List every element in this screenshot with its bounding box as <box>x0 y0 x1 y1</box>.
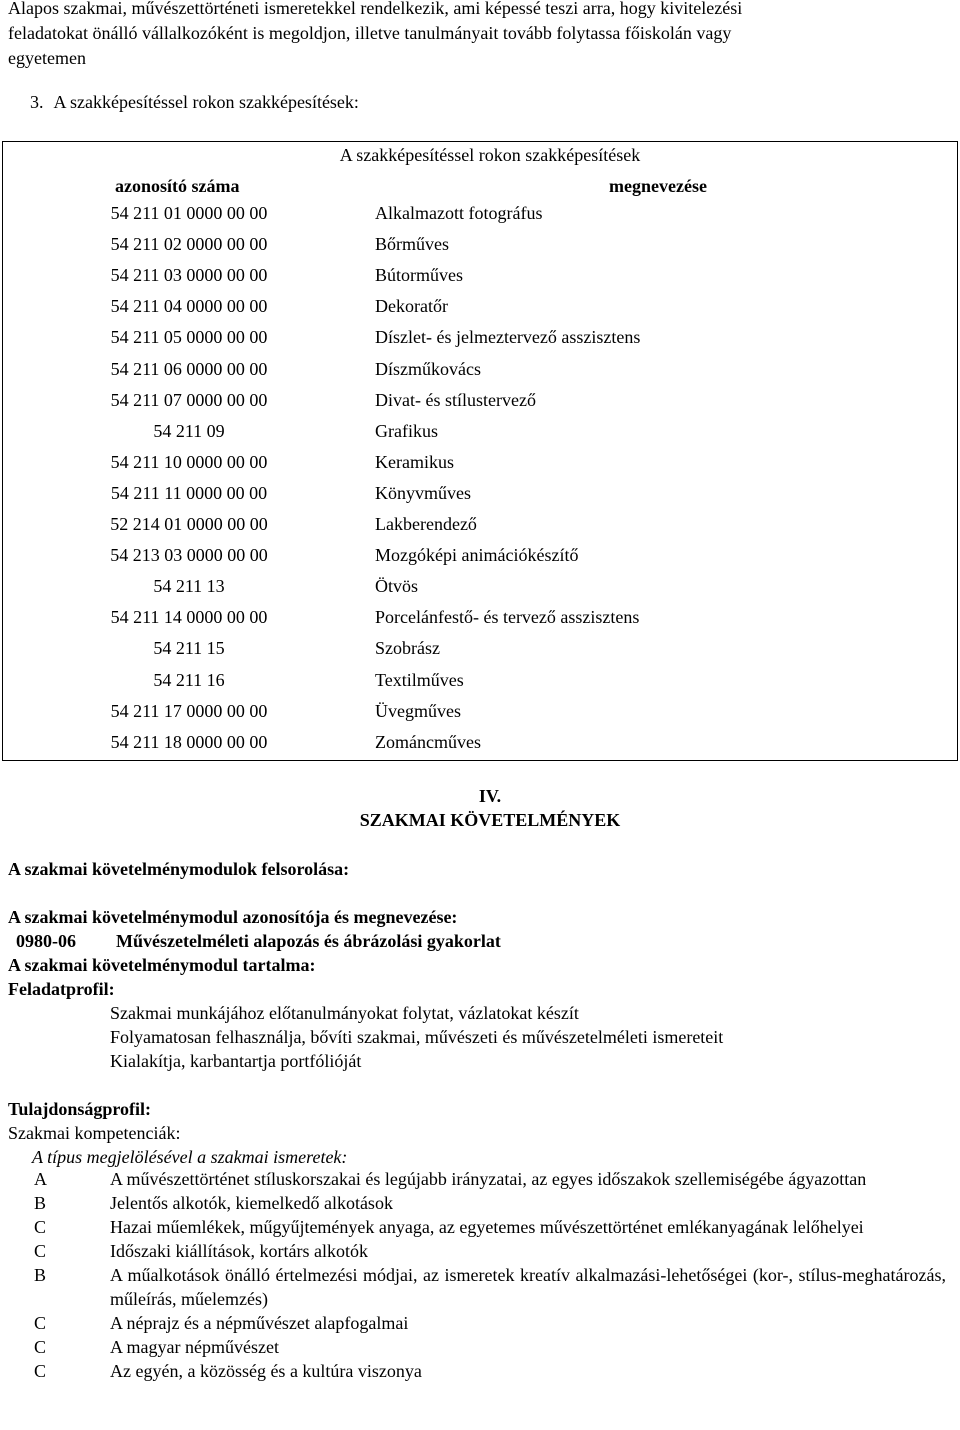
qualification-name: Grafikus <box>375 420 438 441</box>
qualification-id: 54 211 17 0000 00 00 <box>110 700 268 721</box>
table-row <box>3 327 953 358</box>
qualification-id: 54 211 15 <box>153 638 225 659</box>
intro-line: Alapos szakmai, művészettörténeti ismeretekkel rendelkezik, ami képessé teszi arra, hogy kivitelezési <box>8 0 743 18</box>
qualification-id: 52 214 01 0000 00 00 <box>110 514 268 534</box>
module-title <box>8 929 952 953</box>
knowledge-text: Időszaki kiállítások, kortárs alkotók <box>110 1241 368 1261</box>
qualification-name: Szobrász <box>375 638 440 659</box>
qualification-id: 54 211 14 0000 00 00 <box>110 607 268 628</box>
qualification-name: Bőrműves <box>375 234 449 255</box>
knowledge-item <box>8 1263 946 1311</box>
knowledge-item <box>8 1359 946 1383</box>
qualification-id: 54 211 05 0000 00 00 <box>110 327 268 348</box>
knowledge-type: B <box>34 1193 47 1213</box>
chapter-title: SZAKMAI KÖVETELMÉNYEK <box>359 810 621 830</box>
type-label: A típus megjelölésével a szakmai ismeretek: <box>32 1147 348 1167</box>
module-content-label: A szakmai követelménymodul tartalma: <box>8 955 316 975</box>
table-row <box>3 483 953 514</box>
intro-line: egyetemen <box>8 48 86 68</box>
table-row <box>3 701 953 732</box>
knowledge-item <box>8 1335 946 1359</box>
table-row <box>3 545 953 576</box>
table-row <box>3 732 953 763</box>
qualification-name: Mozgóképi animációkészítő <box>375 545 579 566</box>
qualification-id: 54 211 01 0000 00 00 <box>110 203 268 223</box>
knowledge-type: A <box>34 1169 47 1189</box>
knowledge-list <box>8 1167 946 1383</box>
qualification-name: Lakberendező <box>375 514 477 534</box>
knowledge-type: C <box>34 1241 47 1261</box>
knowledge-text: A magyar népművészet <box>110 1337 279 1357</box>
qualification-name: Divat- és stílustervező <box>375 389 536 410</box>
knowledge-item <box>8 1311 946 1335</box>
knowledge-type: B <box>34 1265 47 1285</box>
knowledge-text: Jelentős alkotók, kiemelkedő alkotások <box>110 1193 393 1213</box>
qualification-id: 54 211 11 0000 00 00 <box>110 482 268 503</box>
knowledge-type: C <box>34 1217 47 1237</box>
qualification-id: 54 211 18 0000 00 00 <box>110 731 268 752</box>
qualification-id: 54 211 03 0000 00 00 <box>110 265 268 286</box>
knowledge-item <box>8 1239 946 1263</box>
knowledge-item <box>8 1215 946 1239</box>
qualification-id: 54 211 07 0000 00 00 <box>110 389 268 410</box>
table-row <box>3 576 953 607</box>
property-profile <box>8 1097 952 1169</box>
table-row <box>3 670 953 701</box>
table-row <box>3 359 953 390</box>
intro-line: feladatokat önálló vállalkozóként is megoldjon, illetve tanulmányait tovább folytassa főiskolán vagy <box>8 23 732 43</box>
table-row <box>3 452 953 483</box>
module-block <box>8 905 952 1001</box>
module-code: 0980-06 <box>16 931 76 951</box>
task-item: Folyamatosan felhasználja, bővíti szakmai, művészeti és művészetelméleti ismereteit <box>110 1027 724 1047</box>
table-row <box>3 265 953 296</box>
qualification-name: Dekoratőr <box>375 296 448 317</box>
related-qualifications-table <box>2 141 958 761</box>
qualification-id: 54 211 06 0000 00 00 <box>110 358 268 379</box>
section-number: 3. <box>30 92 44 112</box>
competences-label: Szakmai kompetenciák: <box>8 1123 181 1143</box>
knowledge-type: C <box>34 1337 47 1357</box>
qualification-id: 54 211 04 0000 00 00 <box>110 296 268 317</box>
qualification-id: 54 211 13 <box>153 576 225 597</box>
qualification-name: Üvegműves <box>375 700 461 721</box>
knowledge-item <box>8 1191 946 1215</box>
qualification-name: Könyvműves <box>375 482 471 503</box>
table-row <box>3 607 953 638</box>
qualification-id: 54 211 16 <box>153 669 225 690</box>
module-name: Művészetelméleti alapozás és ábrázolási gyakorlat <box>116 931 501 951</box>
module-id-label: A szakmai követelménymodul azonosítója és megnevezése: <box>8 907 458 927</box>
table-row <box>3 514 953 545</box>
qualification-id: 54 211 09 <box>153 420 225 441</box>
knowledge-type: C <box>34 1313 47 1333</box>
table-row <box>3 390 953 421</box>
knowledge-text: Az egyén, a közösség és a kultúra viszonya <box>110 1361 422 1381</box>
qualification-name: Alkalmazott fotográfus <box>375 203 543 223</box>
intro-paragraph <box>8 0 944 71</box>
task-profile-label: Feladatprofil: <box>8 979 115 999</box>
knowledge-text: A művészettörténet stíluskorszakai és legújabb irányzatai, az egyes időszakok szellemiségébe ágyazottan <box>110 1169 867 1189</box>
knowledge-type: C <box>34 1361 47 1381</box>
table-caption: A szakképesítéssel rokon szakképesítések <box>339 145 641 165</box>
qualification-name: Zománcműves <box>375 731 481 752</box>
qualification-name: Díszlet- és jelmeztervező asszisztens <box>375 327 641 348</box>
knowledge-item <box>8 1167 946 1191</box>
task-item: Kialakítja, karbantartja portfólióját <box>110 1051 362 1071</box>
task-list <box>110 1001 723 1073</box>
table-row <box>3 421 953 452</box>
table-row <box>3 203 953 234</box>
qualification-id: 54 211 10 0000 00 00 <box>110 451 268 472</box>
knowledge-text: Hazai műemlékek, műgyűjtemények anyaga, az egyetemes művészettörténet emlékanyagának lelőhelyei <box>110 1217 864 1237</box>
qualification-name: Textilműves <box>375 669 464 690</box>
property-profile-label: Tulajdonságprofil: <box>8 1099 152 1119</box>
task-item: Szakmai munkájához előtanulmányokat folytat, vázlatokat készít <box>110 1003 579 1023</box>
qualification-name: Keramikus <box>375 451 454 472</box>
qualification-name: Díszműkovács <box>375 358 481 379</box>
qualification-id: 54 213 03 0000 00 00 <box>110 545 268 566</box>
qualification-name: Ötvös <box>375 576 419 597</box>
qualification-name: Bútorműves <box>375 265 463 286</box>
qualification-id: 54 211 02 0000 00 00 <box>110 234 268 255</box>
column-header-name: megnevezése <box>609 176 707 196</box>
chapter-number: IV. <box>478 786 502 806</box>
modules-list-label: A szakmai követelménymodulok felsorolása: <box>8 859 350 879</box>
qualification-name: Porcelánfestő- és tervező asszisztens <box>375 607 640 628</box>
table-row <box>3 638 953 669</box>
section-heading <box>30 92 359 113</box>
column-header-id: azonosító száma <box>115 176 240 196</box>
knowledge-text: A néprajz és a népművészet alapfogalmai <box>110 1313 409 1333</box>
knowledge-text: A műalkotások önálló értelmezési módjai, az ismeretek kreatív alkalmazási-lehetőségei (kor-, stílus-meghatározás, műleírás, műelemzés) <box>110 1265 946 1309</box>
section-title: A szakképesítéssel rokon szakképesítések: <box>53 92 359 112</box>
table-row <box>3 296 953 327</box>
table-row <box>3 234 953 265</box>
